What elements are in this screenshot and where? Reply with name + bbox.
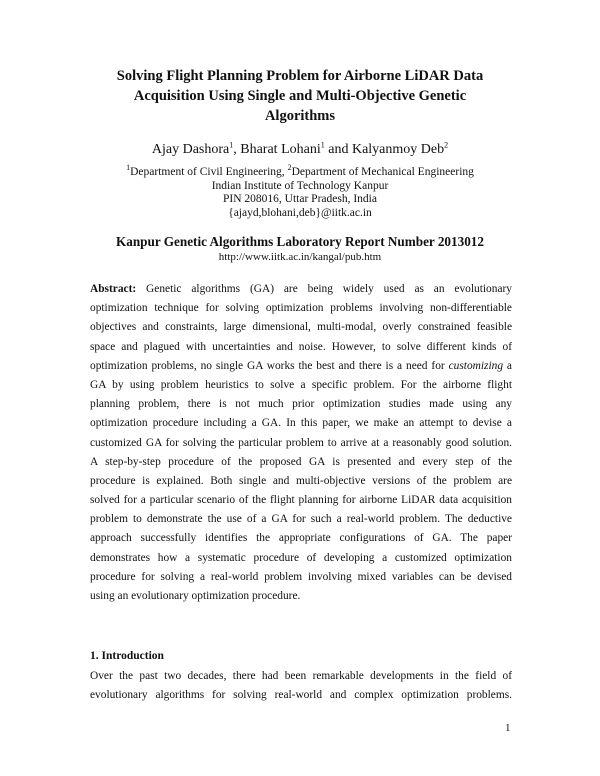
abstract-line: GA by using problem heuristics to solve a specific problem. For the airborne flight xyxy=(90,378,512,391)
abstract-line: procedure is explained. Both single and multi-objective versions of the problem are xyxy=(90,474,512,487)
abstract-line: customized GA for solving the particular problem to arrive at a reasonably good solution. xyxy=(90,436,512,449)
title-line: Acquisition Using Single and Multi-Objective Genetic xyxy=(133,88,467,104)
department: Department of Civil Engineering, xyxy=(130,166,288,178)
abstract-line xyxy=(90,357,512,376)
abstract-emphasis: customizing xyxy=(448,359,504,372)
abstract-line: using an evolutionary optimization procedure. xyxy=(90,590,301,602)
departments xyxy=(0,163,600,180)
affiliation-block xyxy=(0,163,600,220)
address: PIN 208016, Uttar Pradesh, India xyxy=(223,193,377,206)
section-heading: 1. Introduction xyxy=(90,650,164,662)
abstract-line: optimization technique for solving optimization problems involving non-differentiable xyxy=(90,302,512,315)
department: Department of Mechanical Engineering xyxy=(291,166,474,178)
author-affil-mark: 1 xyxy=(320,140,325,150)
abstract-label: Abstract: xyxy=(90,283,137,295)
abstract-line: A step-by-step procedure of the proposed GA is presented and every step of the xyxy=(90,455,512,468)
abstract xyxy=(90,280,512,606)
author-emails: {ajayd,blohani,deb}@iitk.ac.in xyxy=(228,206,372,219)
report-number: Kanpur Genetic Algorithms Laboratory Report Number 2013012 xyxy=(115,234,484,249)
abstract-line: problem to demonstrate the use of a GA for such a real-world problem. The deductive xyxy=(90,513,512,526)
body-line: evolutionary algorithms for solving real-world and complex optimization problems. xyxy=(90,689,512,702)
abstract-line: approach successfully identifies the appropriate configurations of GA. The paper xyxy=(90,532,512,545)
abstract-line: procedure for solving a real-world problem involving mixed variables can be devised xyxy=(90,570,512,583)
paper-title xyxy=(90,66,510,126)
title-line: Algorithms xyxy=(264,108,336,124)
abstract-line: planning problem, there is not much prior optimization studies made using any xyxy=(90,398,512,411)
abstract-line xyxy=(90,280,512,299)
introduction-text xyxy=(90,667,512,705)
author-list xyxy=(0,142,600,158)
page-number: 1 xyxy=(505,722,511,734)
author-affil-mark: 2 xyxy=(444,140,449,150)
author-separator: and xyxy=(324,142,352,157)
body-line: Over the past two decades, there had been remarkable developments in the field of xyxy=(90,670,512,682)
abstract-text: a xyxy=(503,359,512,372)
report-url: http://www.iitk.ac.in/kangal/pub.htm xyxy=(218,251,382,263)
author-name: Kalyanmoy Deb xyxy=(351,142,445,157)
abstract-line: objectives and constraints, large dimensional, multi-modal, overly constrained feasible xyxy=(90,321,512,334)
author-separator: , xyxy=(233,142,241,157)
affil-mark: 1 xyxy=(126,163,131,173)
title-line: Solving Flight Planning Problem for Airborne LiDAR Data xyxy=(116,68,484,84)
abstract-line: demonstrates how a systematic procedure of developing a customized optimization xyxy=(90,551,512,564)
author-name: Ajay Dashora xyxy=(151,142,230,157)
affil-mark: 2 xyxy=(287,163,292,173)
abstract-text: Genetic algorithms (GA) are being widely used as an evolutionary xyxy=(136,283,512,295)
author-affil-mark: 1 xyxy=(229,140,234,150)
institute: Indian Institute of Technology Kanpur xyxy=(211,179,389,192)
abstract-line: optimization procedure including a GA. In this paper, we make an attempt to devise a xyxy=(90,417,512,430)
author-name: Bharat Lohani xyxy=(240,142,321,157)
abstract-line: solved for a particular scenario of the flight planning for airborne LiDAR data acquisition xyxy=(90,494,512,507)
abstract-text: optimization problems, no single GA works the best and there is a need for xyxy=(90,359,449,372)
abstract-line: space and plagued with uncertainties and noise. However, to solve different kinds of xyxy=(90,340,512,353)
